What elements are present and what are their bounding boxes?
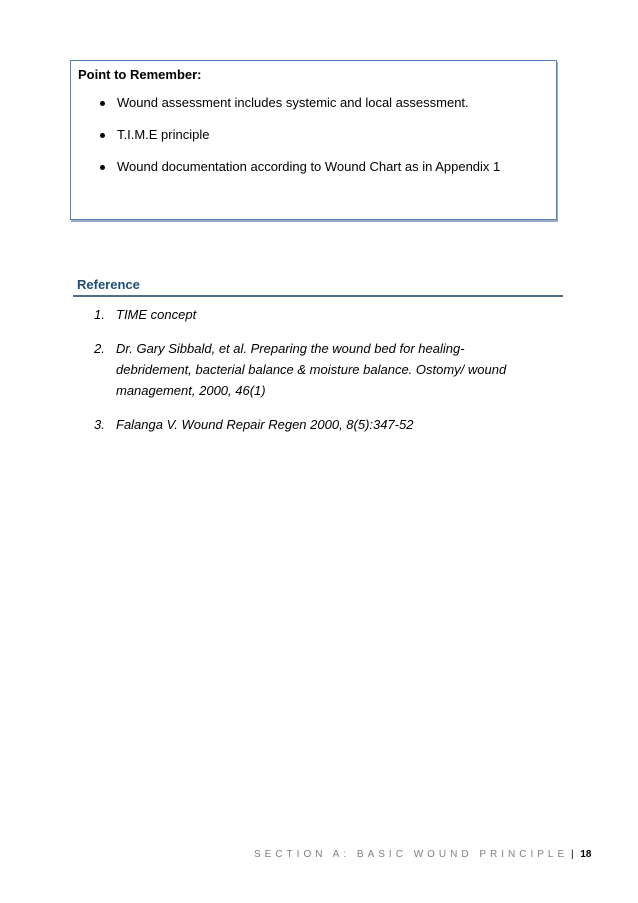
bullet-icon xyxy=(100,133,105,138)
point-to-remember-title: Point to Remember: xyxy=(78,67,202,82)
bullet-icon xyxy=(100,165,105,170)
reference-number: 2. xyxy=(94,341,105,356)
reference-item xyxy=(94,414,524,435)
bullet-item xyxy=(97,127,500,143)
reference-list xyxy=(94,304,524,435)
reference-heading: Reference xyxy=(77,277,140,292)
reference-item xyxy=(94,304,524,325)
bullet-text: Wound documentation according to Wound Chart as in Appendix 1 xyxy=(117,159,501,174)
reference-text: TIME concept xyxy=(116,307,197,322)
footer-section-title: SECTION A: BASIC WOUND PRINCIPLE xyxy=(254,849,569,860)
page-number: 18 xyxy=(580,849,592,860)
bullet-icon xyxy=(100,101,105,106)
reference-text: Falanga V. Wound Repair Regen 2000, 8(5):347-52 xyxy=(116,417,414,432)
footer-separator: | xyxy=(570,849,574,860)
reference-number: 1. xyxy=(94,307,105,322)
reference-text: Dr. Gary Sibbald, et al. Preparing the wound bed for healing-debridement, bacterial balance & moisture balance. Ostomy/ wound management, 2000, 46(1) xyxy=(116,341,507,398)
bullet-item xyxy=(97,159,500,175)
point-to-remember-list xyxy=(97,95,500,191)
bullet-text: T.I.M.E principle xyxy=(117,127,210,142)
bullet-item xyxy=(97,95,500,111)
reference-divider xyxy=(73,295,563,297)
page-footer xyxy=(254,848,591,862)
point-to-remember-box xyxy=(70,60,557,220)
reference-item xyxy=(94,338,524,401)
reference-number: 3. xyxy=(94,417,105,432)
bullet-text: Wound assessment includes systemic and local assessment. xyxy=(117,95,469,110)
